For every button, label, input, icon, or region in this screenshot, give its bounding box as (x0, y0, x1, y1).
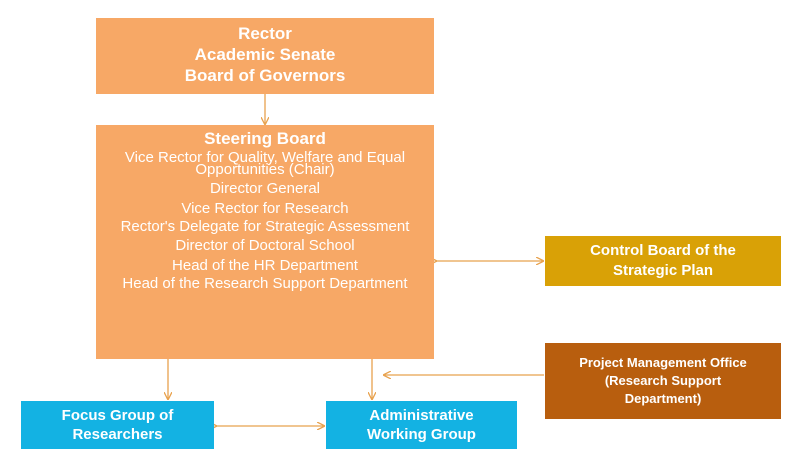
focus-group-line: Researchers (72, 426, 163, 443)
control-board-line: Strategic Plan (612, 262, 714, 279)
steering-member: Head of the HR Department (172, 257, 358, 274)
steering-member: Vice Rector for Research (181, 200, 349, 217)
leadership-line-governors: Board of Governors (184, 66, 346, 85)
control-board-box (545, 236, 781, 286)
steering-member: Head of the Research Support Department (122, 275, 408, 292)
steering-member: Director of Doctoral School (175, 237, 355, 254)
pmo-line: Department) (624, 391, 702, 406)
steering-member: Rector's Delegate for Strategic Assessment (120, 218, 410, 235)
leadership-line-senate: Academic Senate (194, 45, 336, 64)
leadership-line-rector: Rector (238, 24, 292, 43)
steering-board-title: Steering Board (204, 129, 326, 148)
leadership-box (96, 18, 434, 94)
focus-group-line: Focus Group of (61, 407, 174, 424)
steering-member: Vice Rector for Quality, Welfare and Equal Opportunities (Chair) (124, 149, 406, 178)
admin-group-line: Administrative (369, 407, 474, 424)
steering-member: Director General (209, 180, 321, 197)
project-management-office-box (545, 343, 781, 419)
pmo-line: Project Management Office (579, 355, 747, 370)
pmo-line: (Research Support (604, 373, 722, 388)
steering-board-box (96, 125, 434, 359)
focus-group-box (21, 401, 214, 449)
administrative-working-group-box (326, 401, 517, 449)
admin-group-line: Working Group (367, 426, 476, 443)
control-board-line: Control Board of the (590, 242, 736, 259)
